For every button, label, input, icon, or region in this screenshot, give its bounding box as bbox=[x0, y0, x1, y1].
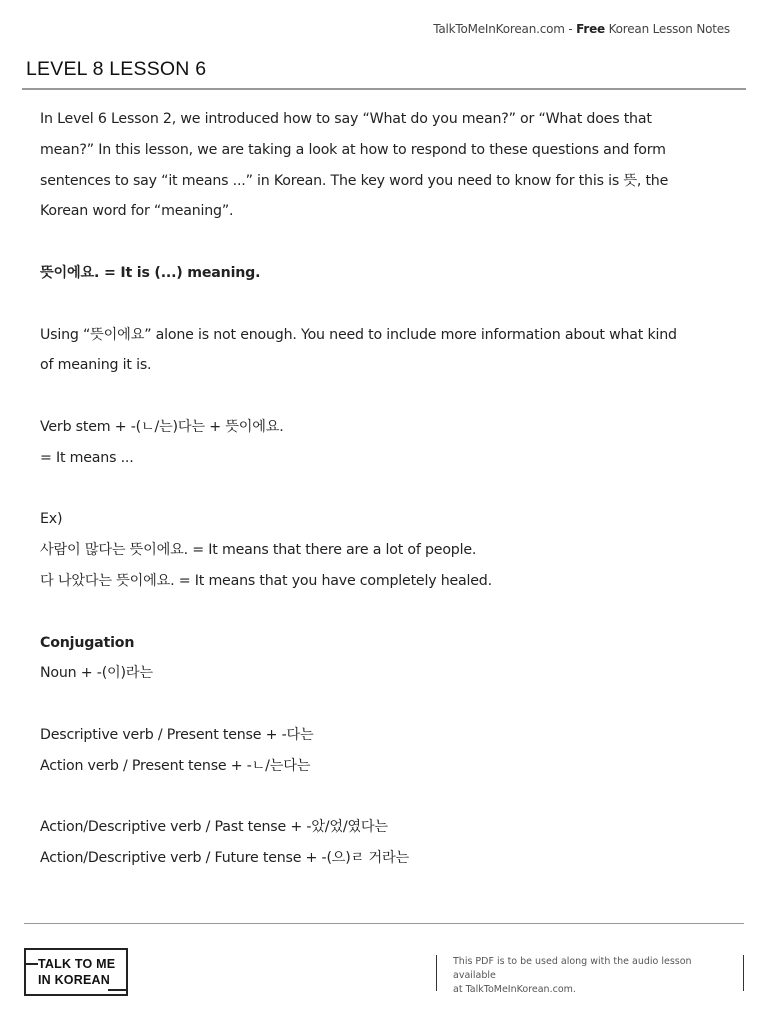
logo-line-2: IN KOREAN bbox=[38, 973, 110, 987]
examples-label: Ex) bbox=[40, 511, 63, 528]
tense-rule: Action/Descriptive verb / Future tense + -(으)ㄹ 거라는 bbox=[40, 850, 409, 867]
usage-line: Using “뜻이에요” alone is not enough. You need to include more information about what kind bbox=[40, 326, 677, 343]
footer-divider bbox=[24, 923, 744, 924]
lesson-content bbox=[40, 104, 726, 874]
present-rule: Descriptive verb / Present tense + -다는 bbox=[40, 726, 314, 743]
page-title: LEVEL 8 LESSON 6 bbox=[26, 58, 207, 80]
intro-line: In Level 6 Lesson 2, we introduced how to say “What do you mean?” or “What does that bbox=[40, 111, 652, 127]
tense-rule: Action/Descriptive verb / Past tense + -았/었/였다는 bbox=[40, 819, 388, 836]
present-rule: Action verb / Present tense + -ㄴ/는다는 bbox=[40, 757, 311, 774]
conjugation-heading: Conjugation bbox=[40, 634, 135, 651]
usage-line: of meaning it is. bbox=[40, 357, 152, 374]
intro-line: Korean word for “meaning”. bbox=[40, 203, 234, 220]
header-site-name: TalkToMeInKorean.com bbox=[433, 22, 565, 36]
noun-rule: Noun + -(이)라는 bbox=[40, 665, 153, 682]
intro-line: mean?” In this lesson, we are taking a look at how to respond to these questions and form bbox=[40, 141, 666, 158]
example-sentence: 사람이 많다는 뜻이에요. = It means that there are a lot of people. bbox=[40, 542, 477, 559]
footer-note bbox=[436, 955, 744, 995]
formula-line: Verb stem + -(ㄴ/는)다는 + 뜻이에요. bbox=[40, 418, 284, 435]
footer-note-line: This PDF is to be used along with the audio lesson available bbox=[453, 956, 692, 981]
logo-line-1: TALK TO ME bbox=[38, 957, 116, 971]
example-sentence: 다 나았다는 뜻이에요. = It means that you have completely healed. bbox=[40, 572, 492, 589]
header-site-label bbox=[433, 22, 730, 36]
header-free-label: Free bbox=[576, 22, 605, 36]
title-divider bbox=[22, 88, 746, 90]
key-phrase: 뜻이에요. = It is (...) meaning. bbox=[40, 264, 261, 281]
header-separator: - bbox=[564, 22, 577, 36]
footer-note-line: at TalkToMeInKorean.com. bbox=[453, 984, 576, 995]
formula-meaning: = It means ... bbox=[40, 449, 134, 466]
talk-to-me-in-korean-logo bbox=[24, 948, 128, 996]
header-rest-label: Korean Lesson Notes bbox=[604, 22, 730, 36]
intro-line: sentences to say “it means ...” in Korean. The key word you need to know for this is 뜻, the bbox=[40, 172, 669, 189]
